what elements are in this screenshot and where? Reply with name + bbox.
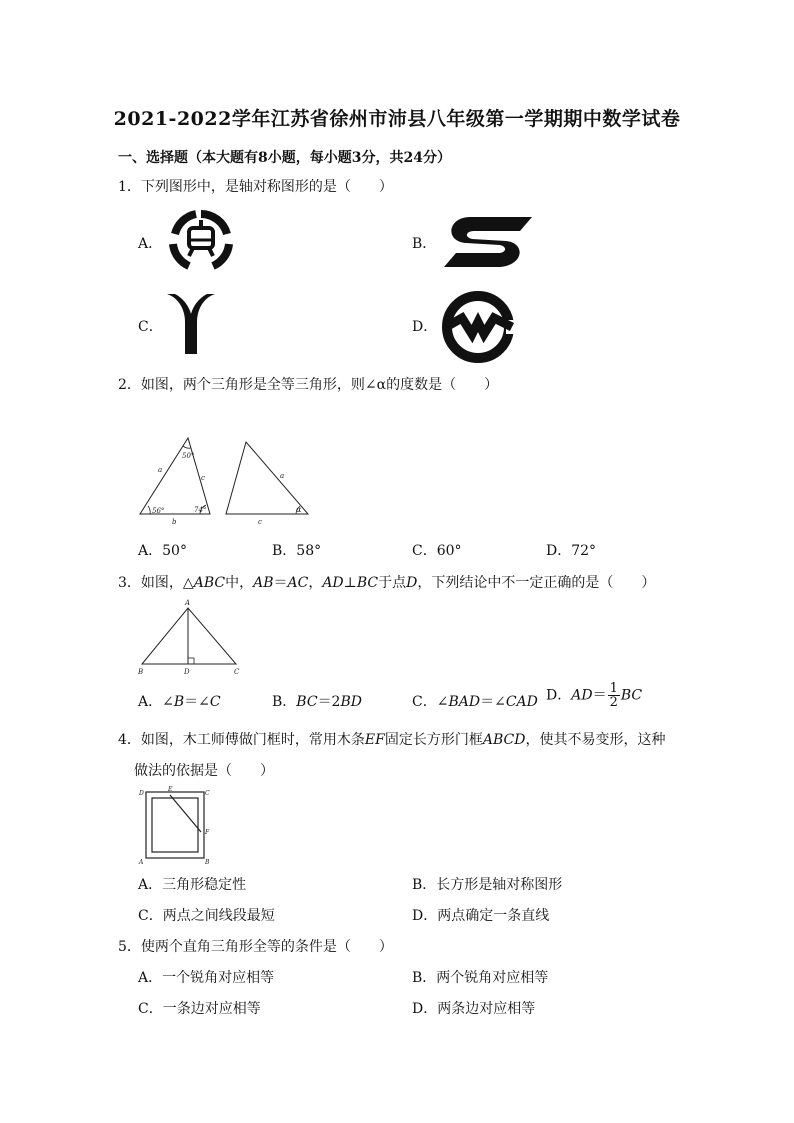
triangle-1 bbox=[140, 438, 210, 514]
angle-label: 50° bbox=[182, 452, 195, 460]
metro-logo-icon bbox=[440, 290, 520, 364]
svg-text:B: B bbox=[205, 859, 210, 866]
question-4-line2: 做法的依据是（ ） bbox=[134, 763, 274, 779]
side-label: a bbox=[158, 466, 163, 474]
question-number: 1． bbox=[118, 179, 141, 195]
triangle-2 bbox=[226, 442, 308, 514]
option-c-label: C． bbox=[138, 319, 163, 335]
side-label: c bbox=[201, 474, 205, 482]
question-1 bbox=[118, 176, 393, 196]
question-2 bbox=[118, 374, 498, 394]
option-b: B．BC＝2BD bbox=[272, 694, 362, 710]
option-a: A．50° bbox=[138, 543, 187, 559]
door-frame-figure bbox=[138, 786, 214, 866]
option-c: C．一条边对应相等 bbox=[138, 1001, 261, 1017]
side-label: b bbox=[172, 518, 177, 526]
question-number: 2． bbox=[118, 377, 141, 393]
question-text: 如图，两个三角形是全等三角形，则∠α的度数是（ ） bbox=[140, 377, 499, 393]
svg-text:D: D bbox=[184, 668, 190, 676]
option-d: D．两点确定一条直线 bbox=[412, 908, 550, 924]
angle-label: α bbox=[296, 505, 302, 514]
exam-title: 2021-2022学年江苏省徐州市沛县八年级第一学期期中数学试卷 bbox=[113, 108, 681, 130]
option-a: A．一个锐角对应相等 bbox=[138, 970, 275, 986]
option-c: C．∠BAD＝∠CAD bbox=[412, 694, 538, 710]
section-heading: 一、选择题（本大题有8小题，每小题3分，共24分） bbox=[118, 150, 451, 166]
congruent-triangles-figure bbox=[138, 432, 318, 526]
question-4: 4．如图，木工师傅做门框时，常用木条EF固定长方形门框ABCD，使其不易变形，这种 bbox=[118, 732, 666, 748]
svg-text:D: D bbox=[139, 790, 144, 797]
svg-text:F: F bbox=[205, 829, 210, 836]
angle-label: 74° bbox=[194, 506, 207, 514]
y-logo-icon bbox=[165, 292, 217, 356]
option-d: D．AD＝ $\frac{1}{2}$ BC bbox=[546, 681, 643, 710]
option-b: B．58° bbox=[272, 543, 322, 559]
question-3: 3．如图，△ABC中，AB＝AC，AD⊥BC于点D，下列结论中不一定正确的是（ ） bbox=[118, 575, 656, 591]
svg-text:A: A bbox=[185, 599, 191, 607]
question-text: 下列图形中，是轴对称图形的是（ ） bbox=[140, 179, 393, 195]
fraction: $\frac{1}{2}$ bbox=[609, 681, 618, 710]
svg-text:B: B bbox=[138, 668, 144, 676]
svg-text:A: A bbox=[139, 859, 144, 866]
side-label: c bbox=[258, 518, 262, 526]
angle-label: 56° bbox=[152, 507, 165, 515]
svg-text:E: E bbox=[168, 786, 173, 793]
option-b: B．两个锐角对应相等 bbox=[412, 970, 549, 986]
tram-logo-icon bbox=[163, 208, 239, 274]
option-d: D．72° bbox=[546, 543, 597, 559]
svg-text:C: C bbox=[234, 668, 240, 676]
option-a: A．三角形稳定性 bbox=[138, 877, 247, 893]
option-c: C．60° bbox=[412, 543, 462, 559]
option-d-label: D． bbox=[412, 319, 438, 335]
side-label: a bbox=[280, 472, 285, 480]
option-b-label: B． bbox=[412, 236, 437, 252]
option-b: B．长方形是轴对称图形 bbox=[412, 877, 563, 893]
option-a: A．∠B＝∠C bbox=[138, 694, 221, 710]
s-logo-icon bbox=[440, 213, 532, 269]
option-d: D．两条边对应相等 bbox=[412, 1001, 536, 1017]
option-a-label: A． bbox=[138, 236, 163, 252]
option-c: C．两点之间线段最短 bbox=[138, 908, 275, 924]
svg-text:C: C bbox=[205, 790, 210, 797]
question-5: 5．使两个直角三角形全等的条件是（ ） bbox=[118, 939, 393, 955]
isosceles-triangle-figure bbox=[138, 598, 242, 678]
